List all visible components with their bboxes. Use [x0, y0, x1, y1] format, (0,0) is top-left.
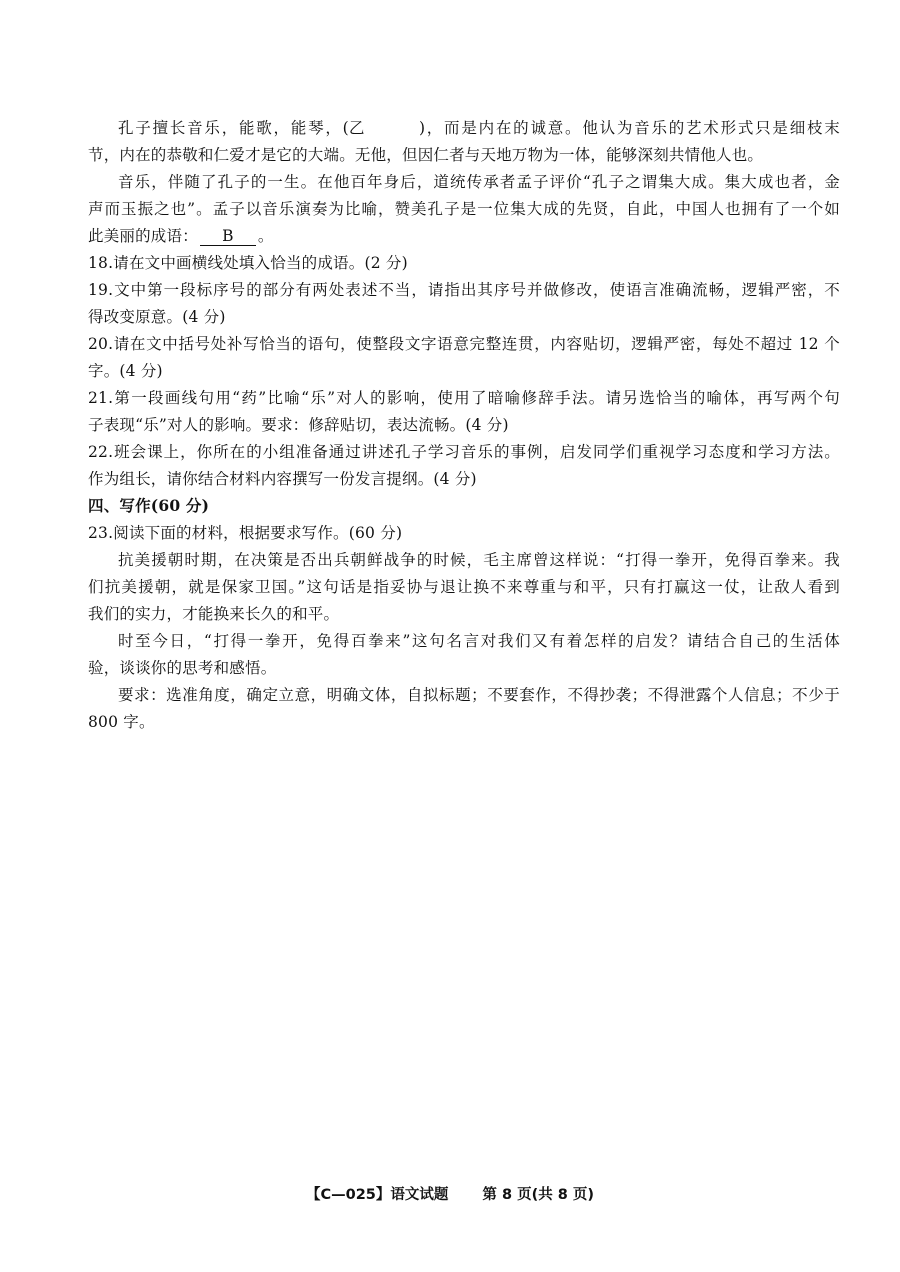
prompt-line: 验，谈谈你的思考和感悟。 [88, 659, 277, 677]
question-19: 19.文中第一段标序号的部分有两处表述不当，请指出其序号并做修改，使语言准确流畅，逻辑严密，不 [88, 281, 840, 299]
question-20: 20.请在文中括号处补写恰当的语句，使整段文字语意完整连贯，内容贴切，逻辑严密，每处不超过 12 个 [88, 335, 840, 353]
material-line: 我们的实力，才能换来长久的和平。 [88, 605, 340, 623]
question-18: 18.请在文中画横线处填入恰当的成语。(2 分) [88, 254, 408, 272]
passage-text: 此美丽的成语： [88, 227, 198, 245]
exam-code-title: 【C—025】语文试题 [305, 1187, 449, 1203]
material-line: 们抗美援朝，就是保家卫国。”这句话是指妥协与退让换不来尊重与和平，只有打赢这一仗，让敌人看到 [88, 578, 840, 596]
question-19-cont: 得改变原意。(4 分) [88, 308, 226, 326]
passage-line: 音乐，伴随了孔子的一生。在他百年身后，道统传承者孟子评价“孔子之谓集大成。集大成也者，金 [118, 173, 840, 191]
question-21: 21.第一段画线句用“药”比喻“乐”对人的影响，使用了暗喻修辞手法。请另选恰当的喻体，再写两个句 [88, 389, 840, 407]
requirement-line: 要求：选准角度，确定立意，明确文体，自拟标题；不要套作，不得抄袭；不得泄露个人信息；不少于 [118, 686, 840, 704]
requirement-line: 800 字。 [88, 713, 155, 731]
passage-line [88, 226, 840, 246]
material-line: 抗美援朝时期，在决策是否出兵朝鲜战争的时候，毛主席曾这样说：“打得一拳开，免得百拳来。我 [118, 551, 840, 569]
answer-blank: B [200, 228, 256, 246]
question-23: 23.阅读下面的材料，根据要求写作。(60 分) [88, 524, 403, 542]
question-20-cont: 字。(4 分) [88, 362, 163, 380]
passage-line: 声而玉振之也”。孟子以音乐演奏为比喻，赞美孔子是一位集大成的先贤，自此，中国人也拥有了一个如 [88, 200, 840, 218]
question-21-cont: 子表现“乐”对人的影响。要求：修辞贴切，表达流畅。(4 分) [88, 416, 509, 434]
question-22: 22.班会课上，你所在的小组准备通过讲述孔子学习音乐的事例，启发同学们重视学习态度和学习方法。 [88, 443, 840, 461]
passage-text: )，而是内在的诚意。他认为音乐的艺术形式只是细枝末 [418, 119, 840, 137]
page-number: 第 8 页(共 8 页) [482, 1187, 595, 1203]
page-footer [0, 1185, 900, 1205]
passage-line [118, 118, 840, 138]
passage-text: 。 [257, 227, 274, 245]
question-22-cont: 作为组长，请你结合材料内容撰写一份发言提纲。(4 分) [88, 470, 477, 488]
passage-text: 孔子擅长音乐，能歌，能琴，( [118, 119, 349, 137]
paren-slot-label: 乙 [348, 119, 365, 137]
prompt-line: 时至今日，“打得一拳开，免得百拳来”这句名言对我们又有着怎样的启发？请结合自己的生活体 [118, 632, 840, 650]
passage-line: 节，内在的恭敬和仁爱才是它的大端。无他，但因仁者与天地万物为一体，能够深刻共情他人也。 [88, 146, 764, 164]
section-title: 四、写作(60 分) [88, 496, 210, 515]
